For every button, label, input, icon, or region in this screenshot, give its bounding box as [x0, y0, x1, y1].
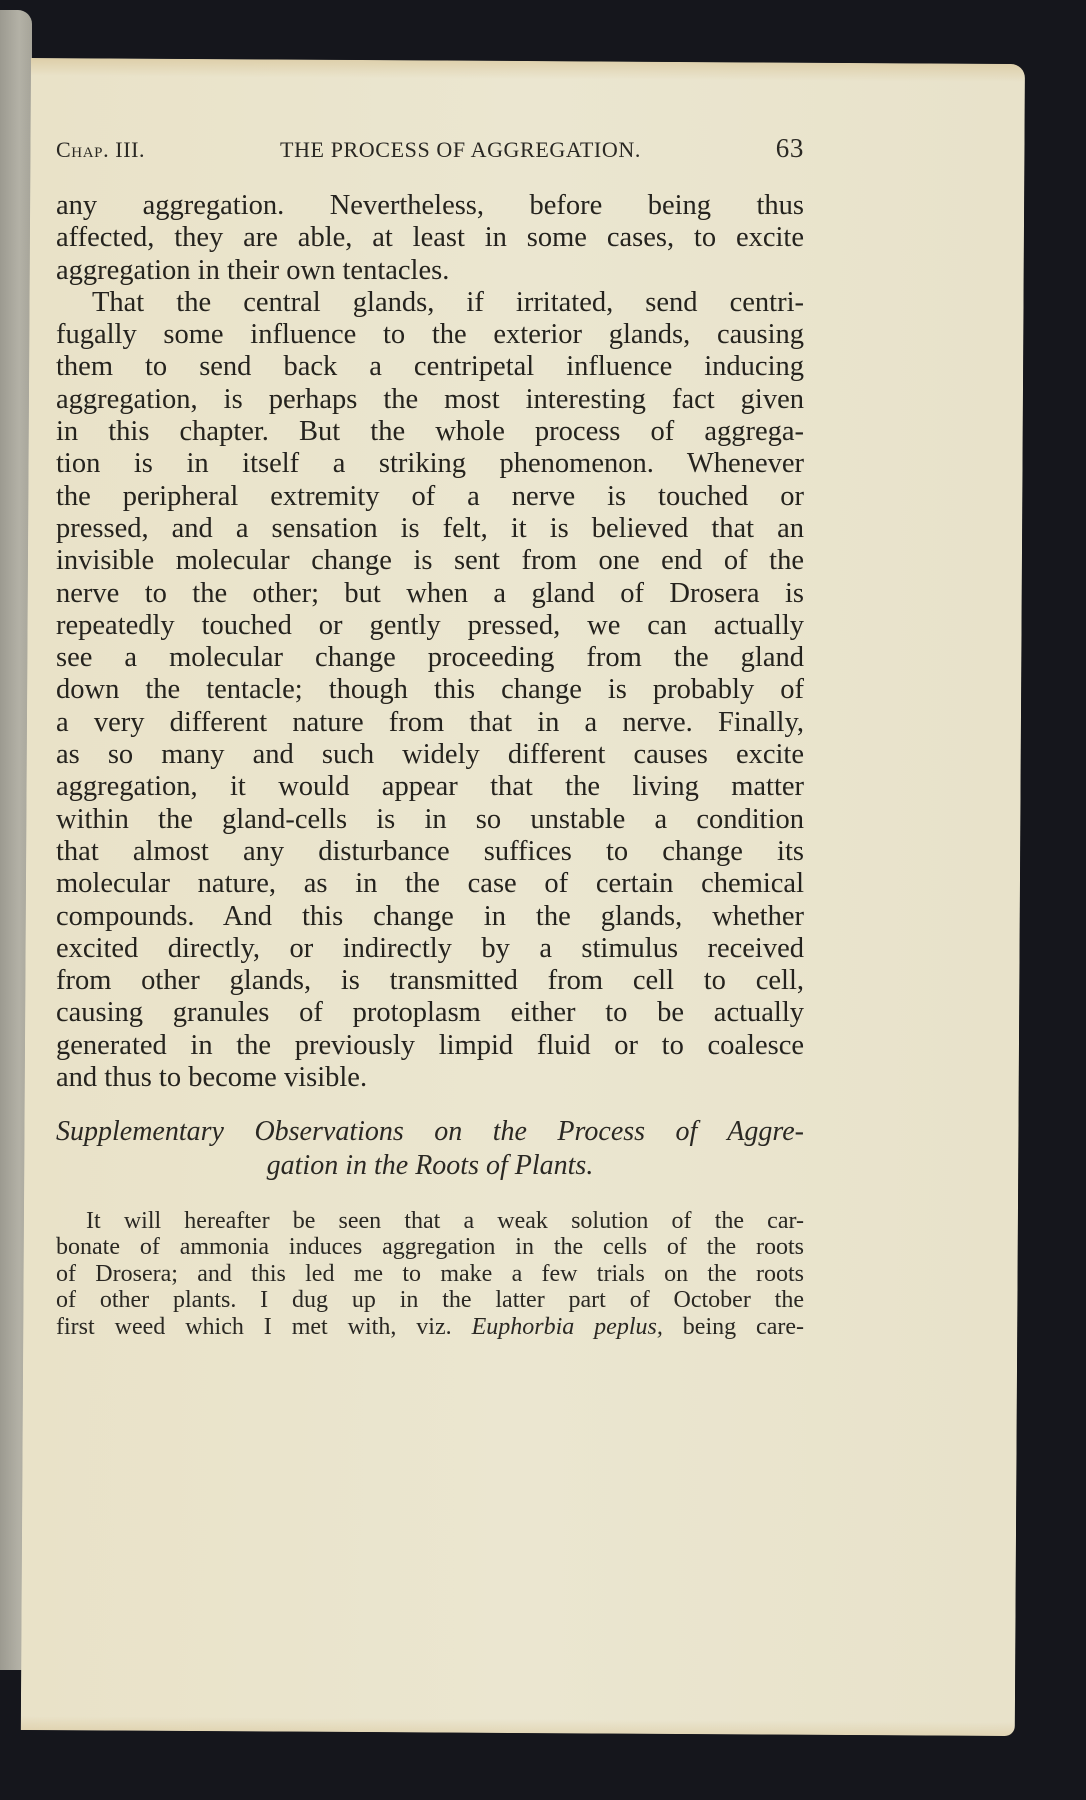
- text-line: from other glands, is transmitted from cell to cell,: [56, 965, 804, 997]
- small-paragraph: [56, 1208, 804, 1340]
- text-line: see a molecular change proceeding from the gland: [56, 642, 804, 674]
- heading-line: Supplementary Observations on the Process of Aggre-: [56, 1116, 804, 1147]
- text-line: It will hereafter be seen that a weak solution of the car-: [86, 1208, 804, 1234]
- text-line: causing granules of protoplasm either to be actually: [56, 997, 804, 1029]
- paragraph-2: [56, 287, 804, 1094]
- text-line: a very different nature from that in a nerve. Finally,: [56, 706, 804, 738]
- species-name: Euphorbia peplus,: [471, 1313, 663, 1340]
- text-line: that almost any disturbance suffices to change its: [56, 835, 804, 867]
- text-line: and thus to become visible.: [56, 1062, 368, 1094]
- text-line: generated in the previously limpid fluid or to coalesce: [56, 1029, 804, 1061]
- text-line: in this chapter. But the whole process of aggrega-: [56, 416, 804, 448]
- running-head: [56, 133, 804, 164]
- text-line: down the tentacle; though this change is probably of: [56, 674, 804, 706]
- text-line: aggregation, is perhaps the most interesting fact given: [56, 383, 804, 415]
- text-line: the peripheral extremity of a nerve is touched or: [56, 480, 804, 512]
- text-line: That the central glands, if irritated, send centri-: [92, 286, 804, 318]
- text-line: fugally some influence to the exterior glands, causing: [56, 319, 804, 351]
- text-line: molecular nature, as in the case of certain chemical: [56, 868, 804, 900]
- heading-line: gation in the Roots of Plants.: [266, 1150, 594, 1181]
- text-line: within the gland-cells is in so unstable a condition: [56, 803, 804, 835]
- text-run: being care-: [662, 1313, 805, 1340]
- chapter-label: Chap. III.: [56, 137, 146, 162]
- running-title: THE PROCESS OF AGGREGATION.: [280, 137, 641, 162]
- text-line: aggregation in their own tentacles.: [56, 254, 450, 286]
- text-line: pressed, and a sensation is felt, it is believed that an: [56, 512, 804, 544]
- body-text: [56, 190, 804, 1094]
- text-line: them to send back a centripetal influence inducing: [56, 351, 804, 383]
- text-line: invisible molecular change is sent from one end of the: [56, 545, 804, 577]
- text-line: bonate of ammonia induces aggregation in the cells of the roots: [56, 1234, 804, 1261]
- text-line: [56, 1314, 804, 1340]
- text-line: any aggregation. Nevertheless, before being thus: [56, 190, 804, 221]
- text-line: of other plants. I dug up in the latter part of October the: [56, 1287, 804, 1314]
- section-heading: [56, 1115, 804, 1183]
- page-number: 63: [775, 133, 804, 163]
- text-line: as so many and such widely different causes excite: [56, 739, 804, 771]
- text-line: repeatedly touched or gently pressed, we can actually: [56, 609, 804, 641]
- text-line: aggregation, it would appear that the living matter: [56, 771, 804, 803]
- text-line: tion is in itself a striking phenomenon. Whenever: [56, 448, 804, 480]
- text-line: of Drosera; and this led me to make a few trials on the roots: [56, 1260, 804, 1287]
- text-line: affected, they are able, at least in some cases, to excite: [56, 222, 804, 254]
- text-line: excited directly, or indirectly by a stimulus received: [56, 932, 804, 964]
- text-run: first weed which I met with, viz.: [56, 1313, 472, 1340]
- text-line: nerve to the other; but when a gland of Drosera is: [56, 577, 804, 609]
- paragraph-1: [56, 190, 804, 287]
- text-line: compounds. And this change in the glands, whether: [56, 900, 804, 932]
